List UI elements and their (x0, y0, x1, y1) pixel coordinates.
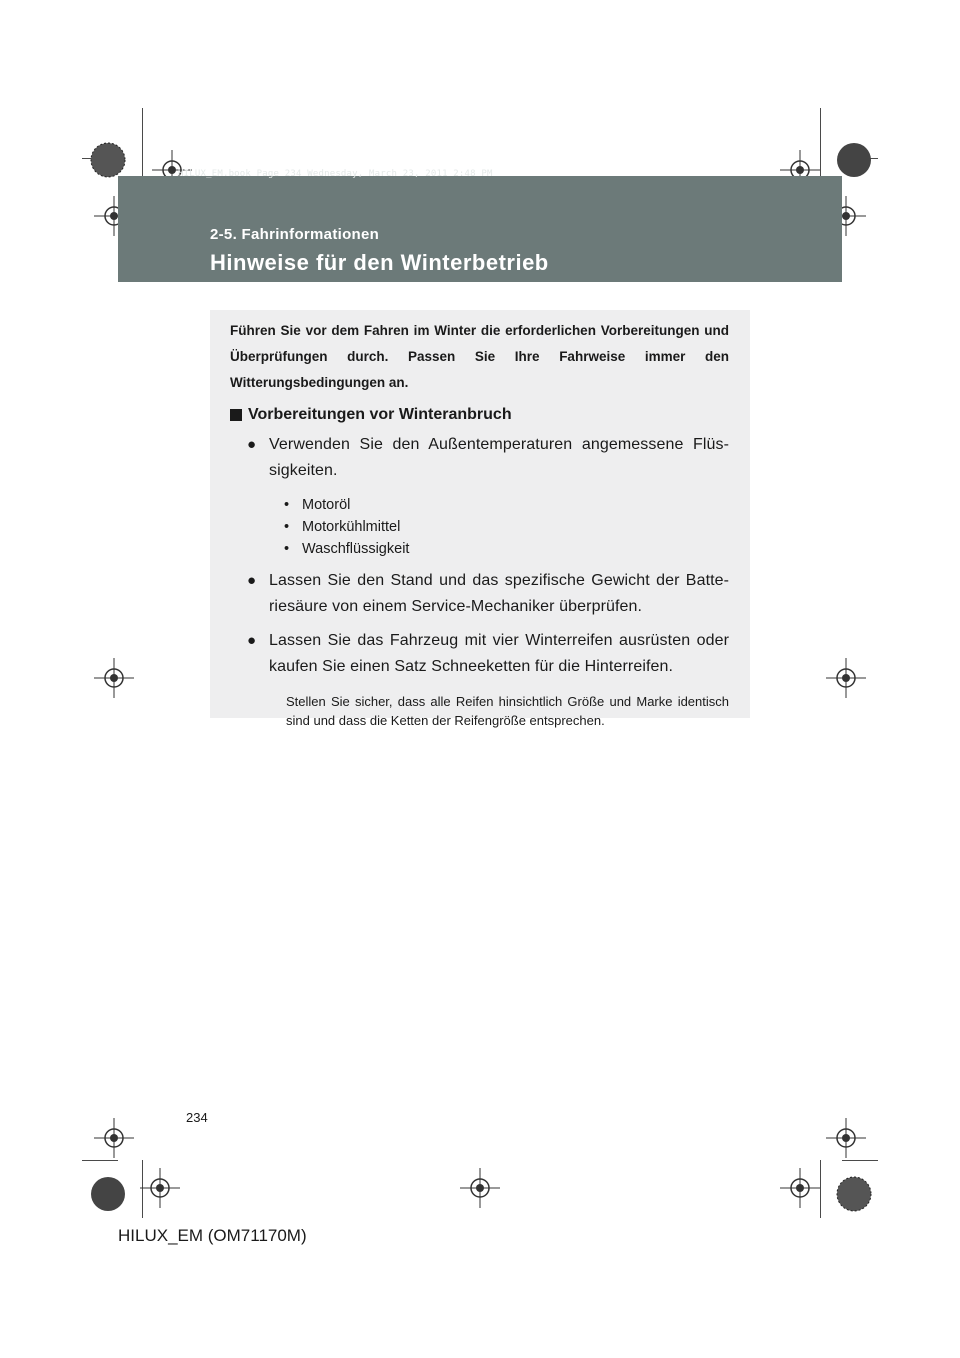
registration-target-icon (826, 1118, 866, 1158)
fluid-list (284, 494, 729, 560)
section-label: 2-5. Fahrinformationen (210, 226, 380, 243)
manual-code: HILUX_EM (OM71170M) (118, 1226, 307, 1245)
fluid-list-item: • Motorkühlmittel (284, 516, 729, 538)
list-item-text: Lassen Sie das Fahrzeug mit vier Winterreifen ausrüsten oder kaufen Sie einen Satz Schneeketten für die Hinterreifen. (269, 632, 729, 675)
fluid-list-item: • Waschflüssigkeit (284, 538, 729, 560)
color-wheel-icon (836, 1176, 872, 1212)
subheading (230, 406, 729, 424)
registration-target-icon (94, 1118, 134, 1158)
registration-target-icon (460, 1168, 500, 1208)
registration-target-icon (140, 1168, 180, 1208)
color-wheel-icon (90, 142, 126, 178)
tire-note: Stellen Sie sicher, dass alle Reifen hinsichtlich Größe und Marke identisch sind und dass die Ketten der Reifengröße entsprechen. (286, 694, 729, 728)
color-wheel-icon (90, 1176, 126, 1212)
fluid-list-item: • Motoröl (284, 494, 729, 516)
square-icon (230, 409, 242, 421)
book-stamp: HILUX_EM.book Page 234 Wednesday, March 23, 2011 2:48 PM (178, 169, 493, 179)
registration-target-icon (94, 658, 134, 698)
chapter-header (118, 169, 842, 282)
page-number: 234 (186, 1110, 208, 1125)
list-item-text: Lassen Sie den Stand und das spezifische Gewicht der Batteriesäure von einem Service-Mechaniker überprüfen. (269, 572, 729, 615)
list-item (247, 568, 729, 620)
list-item-text: Verwenden Sie den Außentemperaturen angemessene Flüssigkeiten. (269, 436, 729, 479)
registration-target-icon (826, 658, 866, 698)
dot-icon: ● (247, 436, 257, 453)
dot-icon: ● (247, 572, 257, 589)
list-item (247, 628, 729, 680)
subheading-text: Vorbereitungen vor Winteranbruch (248, 406, 512, 423)
color-wheel-icon (836, 142, 872, 178)
intro-paragraph: Führen Sie vor dem Fahren im Winter die erforderlichen Vorbereitungen und Überprüfungen durch. Passen Sie Ihre Fahrweise immer den Witterungsbedingungen an. (230, 323, 729, 390)
page-title: Hinweise für den Winterbetrieb (210, 250, 549, 275)
content-box (210, 310, 750, 728)
registration-target-icon (780, 1168, 820, 1208)
list-item (247, 432, 729, 484)
dot-icon: ● (247, 632, 257, 649)
